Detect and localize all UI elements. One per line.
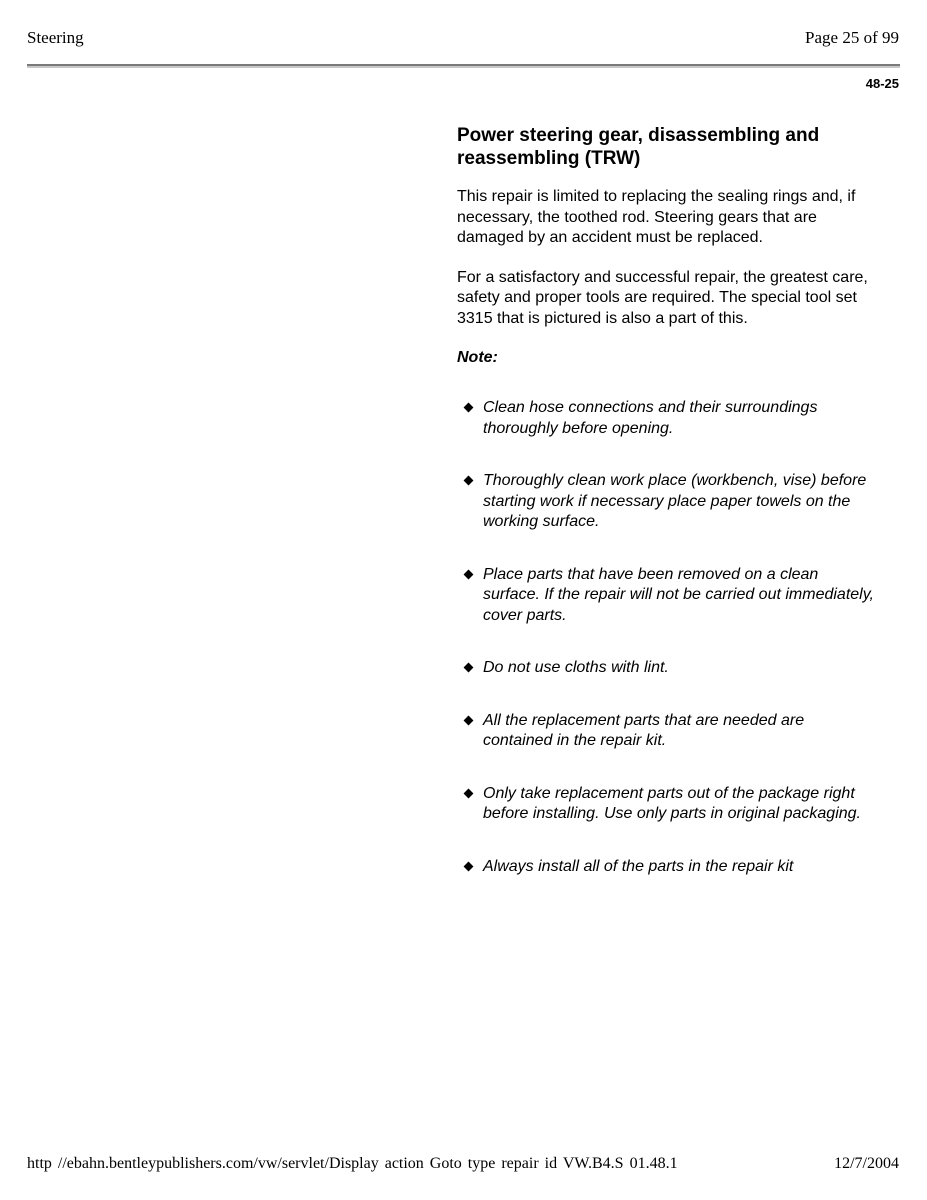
list-item <box>457 711 877 752</box>
page-title: Power steering gear, disassembling and reassembling (TRW) <box>457 125 820 169</box>
diamond-bullet-icon <box>464 715 474 725</box>
diamond-bullet-icon <box>464 861 474 871</box>
list-item <box>457 565 877 627</box>
diamond-bullet-icon <box>464 403 474 413</box>
list-item-text: Thoroughly clean work place (workbench, vise) before starting work if necessary place paper towels on the working surface. <box>483 472 867 530</box>
list-item-text: Always install all of the parts in the repair kit <box>483 857 794 875</box>
list-item-text: Place parts that have been removed on a clean surface. If the repair will not be carried out immediately, cover parts. <box>483 565 874 624</box>
list-item-text: Clean hose connections and their surroundings thoroughly before opening. <box>483 399 818 437</box>
main-content <box>457 124 877 909</box>
page-number: Page 25 of 99 <box>805 28 899 47</box>
note-label: Note: <box>457 349 498 366</box>
list-item <box>457 658 877 679</box>
footer-url: http //ebahn.bentleypublishers.com/vw/servlet/Display action Goto type repair id VW.B4.S 01.48.1 <box>27 1155 678 1172</box>
list-item <box>457 471 877 533</box>
header-divider <box>27 64 900 68</box>
intro-paragraph: This repair is limited to replacing the sealing rings and, if necessary, the toothed rod. Steering gears that are damaged by an accident must be replaced. <box>457 188 856 246</box>
list-item-text: All the replacement parts that are needed are contained in the repair kit. <box>483 711 805 749</box>
note-list <box>457 398 877 877</box>
document-section-title: Steering <box>27 28 84 47</box>
diamond-bullet-icon <box>464 788 474 798</box>
footer-date: 12/7/2004 <box>834 1155 899 1172</box>
requirements-paragraph: For a satisfactory and successful repair, the greatest care, safety and proper tools are required. The special tool set 3315 that is pictured is also a part of this. <box>457 268 868 327</box>
list-item-text: Do not use cloths with lint. <box>483 659 669 676</box>
diamond-bullet-icon <box>464 476 474 486</box>
diamond-bullet-icon <box>464 663 474 673</box>
diamond-bullet-icon <box>464 569 474 579</box>
list-item <box>457 398 877 439</box>
section-number: 48-25 <box>865 76 899 91</box>
list-item-text: Only take replacement parts out of the package right before installing. Use only parts in original packaging. <box>483 784 861 822</box>
list-item <box>457 784 877 825</box>
list-item <box>457 857 877 878</box>
